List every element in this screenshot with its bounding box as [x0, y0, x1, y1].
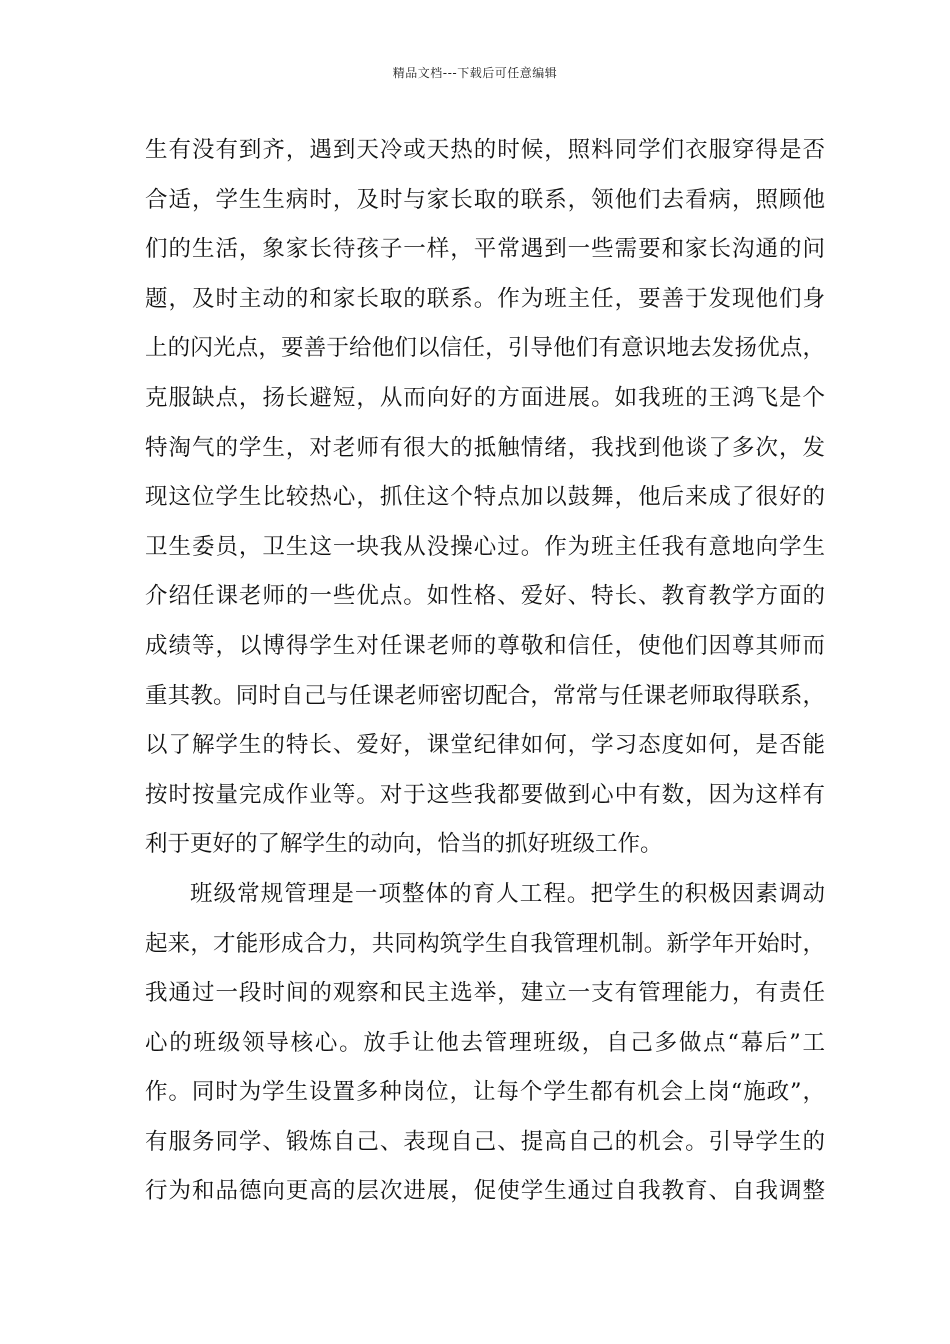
text-line: 心的班级领导核心。放手让他去管理班级，自己多做点“幕后”工: [145, 1029, 825, 1056]
body-text: [145, 126, 825, 1217]
text-line: 行为和品德向更高的层次进展，促使学生通过自我教育、自我调整: [145, 1178, 825, 1205]
text-line: 克服缺点，扬长避短，从而向好的方面进展。如我班的王鸿飞是个: [145, 384, 825, 411]
text-line: 卫生委员，卫生这一块我从没操心过。作为班主任我有意地向学生: [145, 533, 825, 560]
text-line: 按时按量完成作业等。对于这些我都要做到心中有数，因为这样有: [145, 781, 825, 808]
text-line: 有服务同学、锻炼自己、表现自己、提高自己的机会。引导学生的: [145, 1128, 825, 1155]
text-line: 起来，才能形成合力，共同构筑学生自我管理机制。新学年开始时，: [145, 930, 825, 957]
page-header: 精品文档---下载后可任意编辑: [392, 66, 558, 80]
text-line: 介绍任课老师的一些优点。如性格、爱好、特长、教育教学方面的: [145, 583, 825, 610]
text-line: 我通过一段时间的观察和民主选举，建立一支有管理能力，有责任: [145, 980, 825, 1007]
text-line: 作。同时为学生设置多种岗位，让每个学生都有机会上岗“施政”，: [145, 1079, 825, 1106]
text-line: 上的闪光点，要善于给他们以信任，引导他们有意识地去发扬优点，: [145, 335, 825, 362]
paragraph-end-line: 利于更好的了解学生的动向，恰当的抓好班级工作。: [145, 831, 663, 858]
text-line: 合适，学生生病时，及时与家长取的联系，领他们去看病，照顾他: [145, 186, 825, 213]
text-line: 们的生活，象家长待孩子一样，平常遇到一些需要和家长沟通的问: [145, 236, 825, 263]
text-line: 题，及时主动的和家长取的联系。作为班主任，要善于发现他们身: [145, 285, 825, 312]
text-line: 现这位学生比较热心，抓住这个特点加以鼓舞，他后来成了很好的: [145, 484, 825, 511]
text-line: 成绩等，以博得学生对任课老师的尊敬和信任，使他们因尊其师而: [145, 632, 825, 659]
paragraph-first-line: 班级常规管理是一项整体的育人工程。把学生的积极因素调动: [190, 880, 825, 907]
text-line: 特淘气的学生，对老师有很大的抵触情绪，我找到他谈了多次，发: [145, 434, 825, 461]
text-line: 以了解学生的特长、爱好，课堂纪律如何，学习态度如何，是否能: [145, 732, 825, 759]
text-line: 重其教。同时自己与任课老师密切配合，常常与任课老师取得联系，: [145, 682, 825, 709]
text-line: 生有没有到齐，遇到天冷或天热的时候，照料同学们衣服穿得是否: [145, 137, 825, 163]
